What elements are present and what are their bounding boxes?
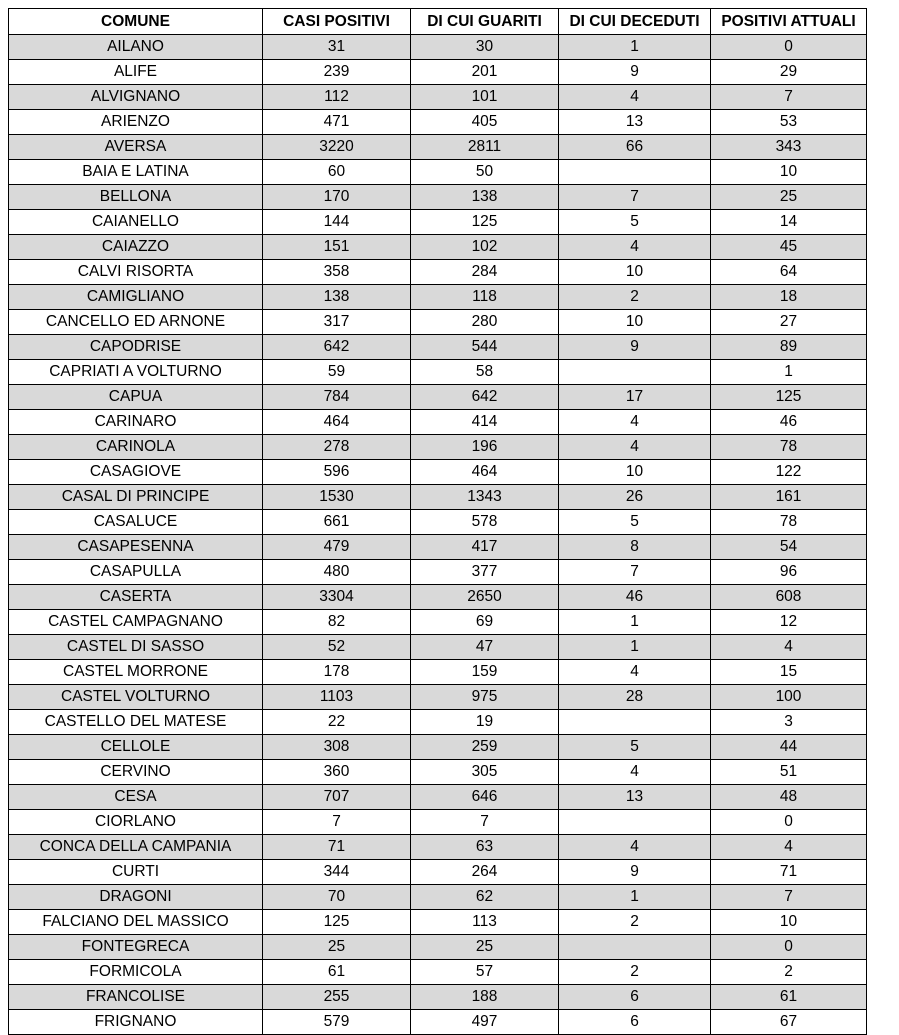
table-row [9, 710, 867, 735]
cell-di-cui-guariti: 646 [411, 785, 559, 810]
cell-comune: CAMIGLIANO [9, 285, 263, 310]
cell-casi-positivi: 112 [263, 85, 411, 110]
cell-casi-positivi: 3220 [263, 135, 411, 160]
table-row [9, 810, 867, 835]
covid-cases-table [8, 8, 867, 1035]
table-row [9, 85, 867, 110]
cell-positivi-attuali: 46 [711, 410, 867, 435]
cell-positivi-attuali: 10 [711, 910, 867, 935]
table-row [9, 235, 867, 260]
cell-casi-positivi: 1530 [263, 485, 411, 510]
cell-positivi-attuali: 67 [711, 1010, 867, 1035]
cell-comune: CANCELLO ED ARNONE [9, 310, 263, 335]
cell-comune: CELLOLE [9, 735, 263, 760]
table-row [9, 910, 867, 935]
cell-casi-positivi: 151 [263, 235, 411, 260]
cell-di-cui-guariti: 62 [411, 885, 559, 910]
table-row [9, 585, 867, 610]
cell-positivi-attuali: 78 [711, 435, 867, 460]
cell-comune: FRANCOLISE [9, 985, 263, 1010]
cell-positivi-attuali: 29 [711, 60, 867, 85]
table-row [9, 1010, 867, 1035]
cell-casi-positivi: 170 [263, 185, 411, 210]
cell-comune: CASTELLO DEL MATESE [9, 710, 263, 735]
header-comune: COMUNE [9, 9, 263, 35]
cell-di-cui-guariti: 497 [411, 1010, 559, 1035]
cell-di-cui-deceduti: 28 [559, 685, 711, 710]
cell-comune: ARIENZO [9, 110, 263, 135]
cell-comune: CASAPESENNA [9, 535, 263, 560]
cell-di-cui-guariti: 125 [411, 210, 559, 235]
cell-di-cui-deceduti: 6 [559, 1010, 711, 1035]
cell-comune: ALVIGNANO [9, 85, 263, 110]
table-row [9, 485, 867, 510]
cell-comune: CASTEL DI SASSO [9, 635, 263, 660]
cell-di-cui-deceduti [559, 160, 711, 185]
cell-comune: CASAGIOVE [9, 460, 263, 485]
cell-di-cui-guariti: 58 [411, 360, 559, 385]
table-row [9, 360, 867, 385]
cell-comune: CARINOLA [9, 435, 263, 460]
cell-di-cui-guariti: 57 [411, 960, 559, 985]
cell-di-cui-deceduti: 4 [559, 660, 711, 685]
cell-casi-positivi: 144 [263, 210, 411, 235]
cell-di-cui-deceduti: 7 [559, 560, 711, 585]
cell-di-cui-deceduti: 2 [559, 910, 711, 935]
table-row [9, 185, 867, 210]
cell-casi-positivi: 52 [263, 635, 411, 660]
table-row [9, 310, 867, 335]
table-row [9, 410, 867, 435]
cell-positivi-attuali: 4 [711, 635, 867, 660]
cell-di-cui-deceduti: 10 [559, 260, 711, 285]
cell-casi-positivi: 471 [263, 110, 411, 135]
table-row [9, 110, 867, 135]
cell-casi-positivi: 479 [263, 535, 411, 560]
cell-positivi-attuali: 45 [711, 235, 867, 260]
cell-di-cui-guariti: 305 [411, 760, 559, 785]
cell-di-cui-guariti: 159 [411, 660, 559, 685]
cell-casi-positivi: 360 [263, 760, 411, 785]
cell-casi-positivi: 278 [263, 435, 411, 460]
cell-casi-positivi: 480 [263, 560, 411, 585]
cell-di-cui-guariti: 201 [411, 60, 559, 85]
cell-di-cui-deceduti: 4 [559, 835, 711, 860]
cell-di-cui-guariti: 464 [411, 460, 559, 485]
cell-positivi-attuali: 15 [711, 660, 867, 685]
cell-di-cui-deceduti: 46 [559, 585, 711, 610]
table-row [9, 960, 867, 985]
cell-comune: CASAL DI PRINCIPE [9, 485, 263, 510]
cell-di-cui-guariti: 578 [411, 510, 559, 535]
header-casi-positivi: CASI POSITIVI [263, 9, 411, 35]
cell-comune: AILANO [9, 35, 263, 60]
cell-di-cui-deceduti: 9 [559, 60, 711, 85]
cell-casi-positivi: 7 [263, 810, 411, 835]
table-row [9, 335, 867, 360]
table-row [9, 885, 867, 910]
cell-comune: CASAPULLA [9, 560, 263, 585]
cell-comune: CAIAZZO [9, 235, 263, 260]
cell-di-cui-guariti: 138 [411, 185, 559, 210]
cell-casi-positivi: 25 [263, 935, 411, 960]
table-row [9, 935, 867, 960]
cell-di-cui-guariti: 102 [411, 235, 559, 260]
cell-positivi-attuali: 27 [711, 310, 867, 335]
cell-di-cui-guariti: 63 [411, 835, 559, 860]
cell-di-cui-deceduti [559, 360, 711, 385]
table-row [9, 660, 867, 685]
cell-di-cui-deceduti: 4 [559, 760, 711, 785]
table-row [9, 610, 867, 635]
cell-di-cui-deceduti: 10 [559, 460, 711, 485]
cell-casi-positivi: 784 [263, 385, 411, 410]
cell-positivi-attuali: 100 [711, 685, 867, 710]
cell-positivi-attuali: 1 [711, 360, 867, 385]
cell-di-cui-deceduti: 10 [559, 310, 711, 335]
cell-positivi-attuali: 44 [711, 735, 867, 760]
cell-positivi-attuali: 71 [711, 860, 867, 885]
cell-positivi-attuali: 18 [711, 285, 867, 310]
cell-comune: BAIA E LATINA [9, 160, 263, 185]
cell-comune: CASALUCE [9, 510, 263, 535]
cell-comune: CERVINO [9, 760, 263, 785]
table-row [9, 760, 867, 785]
cell-di-cui-deceduti: 13 [559, 110, 711, 135]
cell-casi-positivi: 82 [263, 610, 411, 635]
cell-di-cui-guariti: 2811 [411, 135, 559, 160]
cell-casi-positivi: 61 [263, 960, 411, 985]
cell-casi-positivi: 70 [263, 885, 411, 910]
table-row [9, 60, 867, 85]
table-row [9, 635, 867, 660]
cell-di-cui-deceduti: 6 [559, 985, 711, 1010]
cell-di-cui-guariti: 1343 [411, 485, 559, 510]
table-row [9, 985, 867, 1010]
cell-di-cui-guariti: 113 [411, 910, 559, 935]
cell-di-cui-guariti: 19 [411, 710, 559, 735]
cell-casi-positivi: 642 [263, 335, 411, 360]
header-positivi-attuali: POSITIVI ATTUALI [711, 9, 867, 35]
cell-positivi-attuali: 0 [711, 35, 867, 60]
cell-positivi-attuali: 12 [711, 610, 867, 635]
cell-positivi-attuali: 343 [711, 135, 867, 160]
cell-comune: AVERSA [9, 135, 263, 160]
cell-di-cui-guariti: 264 [411, 860, 559, 885]
cell-positivi-attuali: 48 [711, 785, 867, 810]
cell-di-cui-deceduti: 4 [559, 85, 711, 110]
cell-di-cui-deceduti: 4 [559, 410, 711, 435]
cell-di-cui-deceduti: 5 [559, 210, 711, 235]
cell-casi-positivi: 308 [263, 735, 411, 760]
cell-di-cui-guariti: 69 [411, 610, 559, 635]
cell-casi-positivi: 579 [263, 1010, 411, 1035]
cell-comune: CASTEL CAMPAGNANO [9, 610, 263, 635]
cell-casi-positivi: 138 [263, 285, 411, 310]
cell-positivi-attuali: 64 [711, 260, 867, 285]
cell-comune: CARINARO [9, 410, 263, 435]
cell-di-cui-deceduti: 2 [559, 960, 711, 985]
cell-di-cui-guariti: 2650 [411, 585, 559, 610]
cell-positivi-attuali: 10 [711, 160, 867, 185]
cell-positivi-attuali: 53 [711, 110, 867, 135]
cell-di-cui-deceduti: 5 [559, 510, 711, 535]
cell-di-cui-deceduti [559, 710, 711, 735]
cell-di-cui-deceduti: 26 [559, 485, 711, 510]
cell-di-cui-guariti: 25 [411, 935, 559, 960]
cell-di-cui-deceduti [559, 935, 711, 960]
cell-di-cui-guariti: 417 [411, 535, 559, 560]
table-row [9, 135, 867, 160]
cell-casi-positivi: 31 [263, 35, 411, 60]
table-row [9, 785, 867, 810]
cell-casi-positivi: 596 [263, 460, 411, 485]
cell-di-cui-guariti: 47 [411, 635, 559, 660]
cell-di-cui-deceduti: 4 [559, 435, 711, 460]
cell-di-cui-guariti: 284 [411, 260, 559, 285]
table-row [9, 385, 867, 410]
cell-di-cui-deceduti: 9 [559, 860, 711, 885]
cell-comune: CAPRIATI A VOLTURNO [9, 360, 263, 385]
cell-casi-positivi: 255 [263, 985, 411, 1010]
cell-comune: CURTI [9, 860, 263, 885]
cell-di-cui-deceduti: 17 [559, 385, 711, 410]
cell-comune: CASTEL MORRONE [9, 660, 263, 685]
cell-di-cui-deceduti: 8 [559, 535, 711, 560]
cell-positivi-attuali: 96 [711, 560, 867, 585]
cell-di-cui-guariti: 101 [411, 85, 559, 110]
cell-casi-positivi: 178 [263, 660, 411, 685]
cell-comune: CALVI RISORTA [9, 260, 263, 285]
cell-casi-positivi: 317 [263, 310, 411, 335]
cell-comune: CAPUA [9, 385, 263, 410]
cell-positivi-attuali: 122 [711, 460, 867, 485]
cell-di-cui-deceduti: 7 [559, 185, 711, 210]
cell-di-cui-guariti: 259 [411, 735, 559, 760]
table-row [9, 210, 867, 235]
cell-di-cui-guariti: 414 [411, 410, 559, 435]
cell-di-cui-guariti: 50 [411, 160, 559, 185]
cell-di-cui-deceduti: 66 [559, 135, 711, 160]
cell-comune: FORMICOLA [9, 960, 263, 985]
cell-positivi-attuali: 125 [711, 385, 867, 410]
cell-positivi-attuali: 7 [711, 85, 867, 110]
cell-positivi-attuali: 0 [711, 810, 867, 835]
cell-positivi-attuali: 0 [711, 935, 867, 960]
table-row [9, 860, 867, 885]
cell-casi-positivi: 125 [263, 910, 411, 935]
cell-positivi-attuali: 3 [711, 710, 867, 735]
cell-comune: CAPODRISE [9, 335, 263, 360]
cell-comune: BELLONA [9, 185, 263, 210]
table-row [9, 510, 867, 535]
cell-comune: DRAGONI [9, 885, 263, 910]
header-di-cui-deceduti: DI CUI DECEDUTI [559, 9, 711, 35]
table-row [9, 460, 867, 485]
table-row [9, 160, 867, 185]
cell-positivi-attuali: 78 [711, 510, 867, 535]
table-row [9, 260, 867, 285]
cell-positivi-attuali: 161 [711, 485, 867, 510]
cell-di-cui-guariti: 280 [411, 310, 559, 335]
table-row [9, 435, 867, 460]
cell-di-cui-guariti: 30 [411, 35, 559, 60]
cell-di-cui-guariti: 377 [411, 560, 559, 585]
cell-casi-positivi: 3304 [263, 585, 411, 610]
cell-positivi-attuali: 89 [711, 335, 867, 360]
cell-di-cui-deceduti: 2 [559, 285, 711, 310]
cell-comune: CESA [9, 785, 263, 810]
cell-casi-positivi: 707 [263, 785, 411, 810]
cell-di-cui-deceduti: 13 [559, 785, 711, 810]
table-row [9, 835, 867, 860]
cell-di-cui-deceduti: 9 [559, 335, 711, 360]
cell-positivi-attuali: 4 [711, 835, 867, 860]
cell-di-cui-deceduti: 1 [559, 885, 711, 910]
cell-casi-positivi: 1103 [263, 685, 411, 710]
cell-positivi-attuali: 51 [711, 760, 867, 785]
cell-comune: ALIFE [9, 60, 263, 85]
cell-di-cui-guariti: 975 [411, 685, 559, 710]
cell-di-cui-deceduti: 1 [559, 635, 711, 660]
cell-di-cui-guariti: 188 [411, 985, 559, 1010]
cell-casi-positivi: 661 [263, 510, 411, 535]
header-di-cui-guariti: DI CUI GUARITI [411, 9, 559, 35]
cell-di-cui-deceduti: 1 [559, 610, 711, 635]
cell-casi-positivi: 239 [263, 60, 411, 85]
cell-positivi-attuali: 608 [711, 585, 867, 610]
cell-di-cui-deceduti: 4 [559, 235, 711, 260]
cell-comune: FALCIANO DEL MASSICO [9, 910, 263, 935]
cell-di-cui-guariti: 642 [411, 385, 559, 410]
cell-casi-positivi: 358 [263, 260, 411, 285]
cell-positivi-attuali: 7 [711, 885, 867, 910]
cell-di-cui-guariti: 544 [411, 335, 559, 360]
table-row [9, 735, 867, 760]
cell-positivi-attuali: 14 [711, 210, 867, 235]
cell-casi-positivi: 71 [263, 835, 411, 860]
cell-di-cui-guariti: 7 [411, 810, 559, 835]
cell-di-cui-guariti: 118 [411, 285, 559, 310]
cell-casi-positivi: 464 [263, 410, 411, 435]
cell-di-cui-deceduti: 1 [559, 35, 711, 60]
table-row [9, 35, 867, 60]
cell-comune: CAIANELLO [9, 210, 263, 235]
cell-di-cui-guariti: 196 [411, 435, 559, 460]
cell-casi-positivi: 22 [263, 710, 411, 735]
table-row [9, 535, 867, 560]
cell-casi-positivi: 60 [263, 160, 411, 185]
cell-positivi-attuali: 61 [711, 985, 867, 1010]
cell-positivi-attuali: 25 [711, 185, 867, 210]
table-row [9, 685, 867, 710]
cell-comune: FRIGNANO [9, 1010, 263, 1035]
cell-positivi-attuali: 54 [711, 535, 867, 560]
cell-di-cui-deceduti [559, 810, 711, 835]
table-row [9, 560, 867, 585]
cell-comune: CASTEL VOLTURNO [9, 685, 263, 710]
cell-comune: CASERTA [9, 585, 263, 610]
cell-casi-positivi: 344 [263, 860, 411, 885]
header-row [9, 9, 867, 35]
cell-comune: CONCA DELLA CAMPANIA [9, 835, 263, 860]
table-row [9, 285, 867, 310]
cell-di-cui-deceduti: 5 [559, 735, 711, 760]
cell-comune: FONTEGRECA [9, 935, 263, 960]
cell-positivi-attuali: 2 [711, 960, 867, 985]
cell-comune: CIORLANO [9, 810, 263, 835]
cell-casi-positivi: 59 [263, 360, 411, 385]
cell-di-cui-guariti: 405 [411, 110, 559, 135]
